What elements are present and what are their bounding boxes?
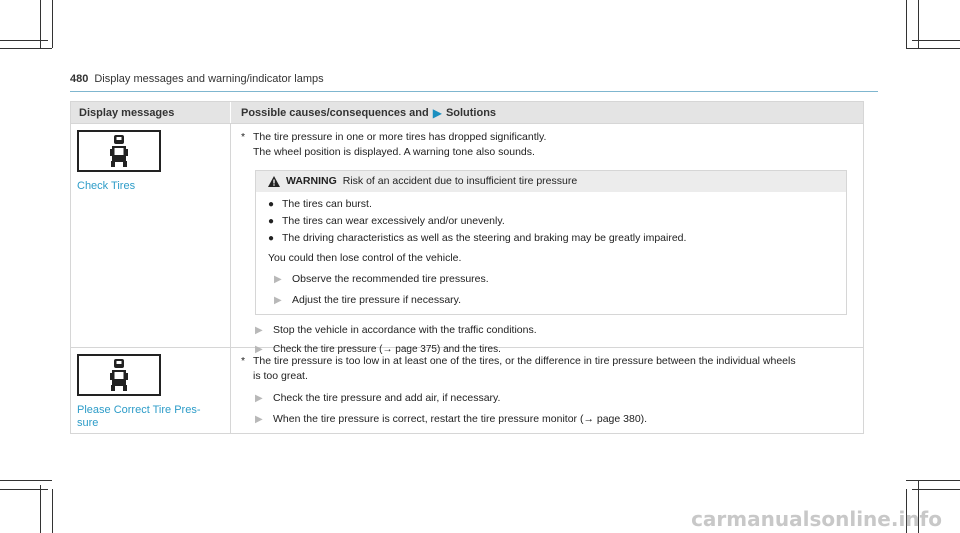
crop-mark <box>52 0 53 48</box>
crop-mark <box>912 40 960 41</box>
crop-mark <box>52 489 53 533</box>
step-text: Adjust the tire pressure if necessary. <box>292 294 462 306</box>
solution-step <box>255 412 853 427</box>
label-line: sure <box>77 417 99 429</box>
header-rule <box>70 91 878 92</box>
intro-text: The wheel position is displayed. A warning tone also sounds. <box>253 146 535 158</box>
intro-text: The tire pressure in one or more tires has dropped significantly. <box>253 131 547 143</box>
list-item <box>268 230 836 247</box>
solution-step <box>255 391 853 406</box>
crop-mark <box>0 48 52 49</box>
intro-line <box>241 354 853 369</box>
table-header <box>71 102 863 124</box>
page-number: 480 <box>70 73 89 85</box>
display-messages-table <box>70 101 864 434</box>
page-title: Display messages and warning/indicator lamps <box>94 73 324 85</box>
message-label-check-tires: Check Tires <box>77 180 136 192</box>
car-tire-pressure-icon <box>77 130 161 172</box>
solution-cell <box>231 124 863 355</box>
message-label-correct-tire-pressure <box>77 404 224 430</box>
crop-mark <box>0 489 48 490</box>
watermark: carmanualsonline.info <box>691 507 942 531</box>
bullet-dot: ● <box>268 216 275 227</box>
play-triangle-icon: ▶ <box>255 344 263 355</box>
page-header <box>70 73 324 85</box>
play-triangle-icon: ▶ <box>255 325 263 336</box>
play-triangle-icon: ▶ <box>274 274 282 285</box>
intro-text: The tire pressure is too low in at least one of the tires, or the difference in tire pressure between the individual wheels <box>253 355 796 367</box>
warning-header <box>256 171 846 192</box>
crop-mark <box>0 40 48 41</box>
warning-bullets <box>268 196 836 247</box>
label-line: Please Correct Tire Pres- <box>77 404 201 416</box>
warning-triangle-icon <box>268 176 280 187</box>
column-header-display-messages: Display messages <box>71 102 231 123</box>
play-triangle-icon: ▶ <box>274 295 282 306</box>
play-triangle-icon: ▶ <box>432 105 442 120</box>
warning-body <box>256 192 846 314</box>
crop-mark <box>906 48 960 49</box>
star-marker: * <box>241 355 246 367</box>
warning-step <box>274 272 836 287</box>
warning-box <box>255 170 847 315</box>
crop-mark <box>906 0 907 48</box>
table-row <box>71 348 863 433</box>
header-causes-label: Possible causes/consequences and <box>241 106 429 119</box>
header-solutions-label: Solutions <box>445 106 497 119</box>
warning-title: WARNING <box>286 175 337 187</box>
bullet-dot: ● <box>268 199 275 210</box>
bullet-dot: ● <box>268 233 275 244</box>
step-text: Observe the recommended tire pressures. <box>292 273 489 285</box>
intro-line <box>241 130 853 145</box>
warning-note: You could then lose control of the vehicle. <box>268 252 462 264</box>
solution-step <box>255 323 853 338</box>
crop-mark <box>912 489 960 490</box>
step-text: When the tire pressure is correct, restart the tire pressure monitor (→ page 380). <box>273 413 648 425</box>
column-header-solutions <box>231 106 863 120</box>
play-triangle-icon: ▶ <box>255 414 263 425</box>
solution-cell <box>231 348 863 433</box>
star-marker: * <box>241 131 246 143</box>
step-text: Check the tire pressure (→ page 375) and the tires. <box>273 344 501 355</box>
crop-mark <box>906 480 960 481</box>
step-text: Check the tire pressure and add air, if necessary. <box>273 392 501 404</box>
bullet-text: The tires can burst. <box>282 198 372 210</box>
message-cell <box>71 348 231 433</box>
table-row <box>71 124 863 355</box>
play-triangle-icon: ▶ <box>255 393 263 404</box>
car-tire-pressure-icon <box>77 354 161 396</box>
message-cell <box>71 124 231 347</box>
warning-text: Risk of an accident due to insufficient tire pressure <box>342 175 578 187</box>
step-text: Stop the vehicle in accordance with the traffic conditions. <box>273 324 537 336</box>
list-item <box>268 213 836 230</box>
crop-mark <box>40 485 41 533</box>
warning-step <box>274 293 836 308</box>
crop-mark <box>0 480 52 481</box>
intro-text: is too great. <box>253 370 308 382</box>
list-item <box>268 196 836 213</box>
bullet-text: The tires can wear excessively and/or unevenly. <box>282 215 505 227</box>
bullet-text: The driving characteristics as well as the steering and braking may be greatly impaired. <box>282 232 687 244</box>
